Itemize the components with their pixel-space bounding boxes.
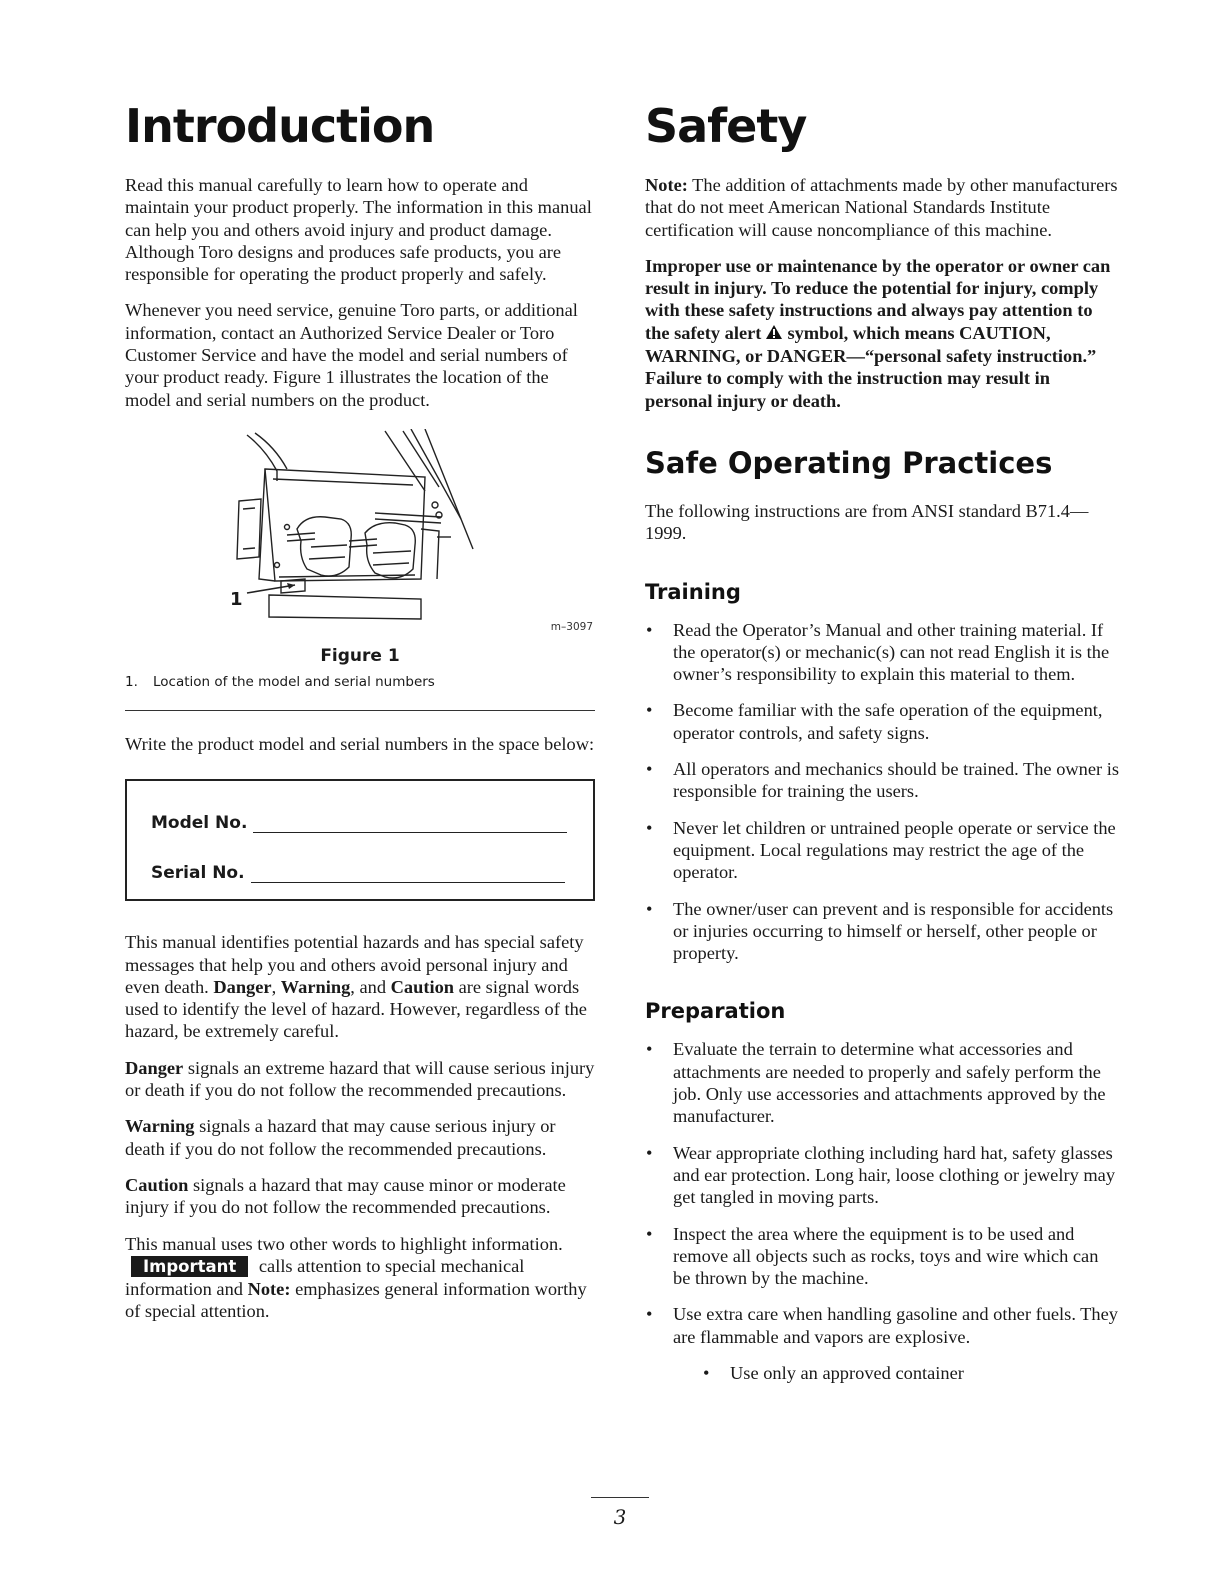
list-item: • Never let children or untrained people operate or service the equipment. Local regulations may restrict the age of the operator. [646,817,1116,883]
list-item: • The owner/user can prevent and is responsible for accidents or injuries occurring to himself or herself, other people or property. [646,898,1114,964]
serial-number-blank[interactable] [251,864,565,883]
list-item: • All operators and mechanics should be trained. The owner is responsible for training the users. [646,759,1120,802]
safety-warning-paragraph: Improper use or maintenance by the operator or owner can result in injury. To reduce the potential for injury, comply with these safety instructions and always pay attention to the safety alert symbol, which means CAUTION, WARNING, or DANGER—“personal safety instruction.” Failure to comply with the instruction may result in personal injury or death. [645,255,1111,411]
list-item: • Become familiar with the safe operation of the equipment, operator controls, and safety signs. [646,700,1103,743]
list-item: • Wear appropriate clothing including hard hat, safety glasses and ear protection. Long hair, loose clothing or jewelry may get tangled in moving parts. [646,1142,1116,1208]
figure-code: m–3097 [550,620,593,633]
preparation-heading: Preparation [645,999,786,1024]
figure-caption-number: 1. [125,673,138,690]
model-number-blank[interactable] [253,814,567,833]
model-serial-box [125,779,595,901]
list-item: • Evaluate the terrain to determine what accessories and attachments are needed to properly and safely perform the job. Only use accessories and attachments approved by the manufacturer. [646,1039,1106,1127]
write-numbers-paragraph: Write the product model and serial numbers in the space below: [125,733,595,754]
note-term: Note: [247,1279,291,1300]
preparation-list [645,1038,1120,1348]
serial-number-label: Serial No. [151,863,245,884]
hazards-paragraph: This manual identifies potential hazards and has special safety messages that help you and others avoid personal injury and even death. Danger, Warning, and Caution are signal words used to identify the level of hazard. However, regardless of the hazard, be extremely careful. [125,932,587,1042]
intro-paragraph-1: Read this manual carefully to learn how to operate and maintain your product properly. The information in this manual can help you and others avoid injury and product damage. Although Toro designs and produces safe products, you are responsible for operating the product properly and safely. [125,175,592,285]
caution-term: Caution [125,1174,189,1195]
highlight-paragraph: This manual uses two other words to highlight information. Important calls attention to special mechanical information and Note: emphasizes general information worthy of special attention. [125,1233,587,1322]
important-badge: Important [131,1256,248,1277]
introduction-column [125,96,595,1337]
figure-caption [125,674,595,711]
danger-term: Danger [125,1057,184,1078]
page-number: 3 [613,1505,627,1529]
danger-paragraph: Danger signals an extreme hazard that will cause serious injury or death if you do not follow the recommended precautions. [125,1057,595,1101]
introduction-heading: Introduction [125,99,435,153]
model-number-row [151,813,567,833]
serial-number-row [151,863,565,883]
safety-column [645,96,1120,1398]
safety-note: Note: The addition of attachments made by other manufacturers that do not meet American National Standards Institute certification will cause noncompliance of this machine. [645,175,1118,240]
fuel-sublist [645,1362,1120,1384]
warning-term: Warning [125,1116,195,1137]
safe-practices-intro: The following instructions are from ANSI standard B71.4—1999. [645,500,1089,544]
list-item: • Use extra care when handling gasoline and other fuels. They are flammable and vapors are explosive. [646,1304,1118,1347]
warning-paragraph: Warning signals a hazard that may cause serious injury or death if you do not follow the recommended precautions. [125,1116,556,1159]
safety-heading: Safety [645,99,807,153]
list-item: • Inspect the area where the equipment is to be used and remove all objects such as rocks, toys and wire which can be thrown by the machine. [646,1223,1099,1289]
training-list [645,619,1120,965]
model-number-label: Model No. [151,813,248,834]
footer-rule [591,1497,649,1498]
training-heading: Training [645,579,741,604]
list-item: • Use only an approved container [703,1362,964,1383]
intro-paragraph-2: Whenever you need service, genuine Toro parts, or additional information, contact an Authorized Service Dealer or Toro Customer Service and have the model and serial numbers of your product ready. Figure 1 illustrates the location of the model and serial numbers on the product. [125,300,578,410]
model-serial-location-illustration [225,429,485,629]
safety-alert-icon [765,323,783,345]
figure-label: Figure 1 [320,645,400,666]
safety-note-label: Note: [645,175,688,195]
figure-caption-text: Location of the model and serial numbers [153,673,435,690]
safe-practices-heading: Safe Operating Practices [645,445,1053,480]
list-item: • Read the Operator’s Manual and other training material. If the operator(s) or mechanic(s) can not read English it is the owner’s responsibility to explain this material to them. [646,619,1110,685]
figure-callout-1: 1 [230,588,243,610]
caution-paragraph: Caution signals a hazard that may cause minor or moderate injury if you do not follow the recommended precautions. [125,1174,566,1218]
figure-1 [125,429,595,666]
